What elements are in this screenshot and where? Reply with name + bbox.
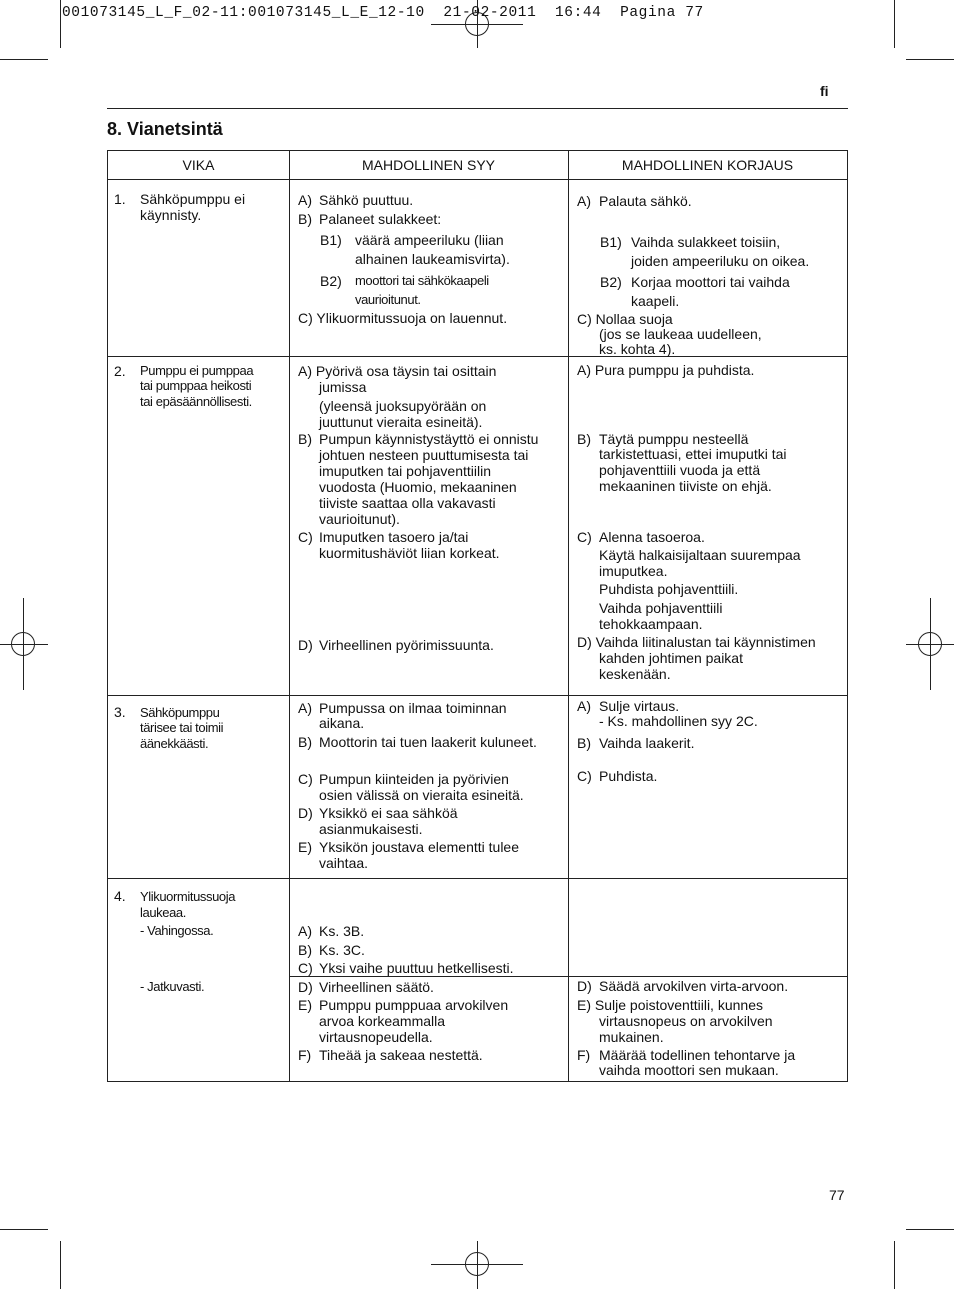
crop-mark (60, 0, 61, 48)
fault-number: 4. (114, 888, 126, 904)
cause-text: Pumppu pumppuaa arvokilven (319, 997, 509, 1013)
fix-text: Vaihda sulakkeet toisiin, (631, 234, 781, 250)
cause-label: B1) (320, 232, 342, 248)
fault-text: Ylikuormitussuoja (140, 889, 236, 904)
fix-text: pohjaventtiili vuoda ja että (599, 462, 761, 478)
fix-label: D) (577, 978, 592, 994)
fix-text: kaapeli. (631, 293, 680, 309)
cause-text: aikana. (319, 715, 365, 731)
cause-text: väärä ampeeriluku (liian (355, 232, 504, 248)
crop-mark (0, 59, 48, 60)
crop-mark (906, 1229, 954, 1230)
cause-label: B) (298, 211, 312, 227)
fault-number: 2. (114, 363, 126, 379)
cause-text: Sähkö puuttuu. (319, 192, 414, 208)
fix-text: Vaihda laakerit. (599, 735, 695, 751)
cause-text: vuodosta (Huomio, mekaaninen (319, 479, 517, 495)
cause-text: juuttunut vieraita esineitä). (319, 414, 483, 430)
cause-label: A) (298, 923, 312, 939)
cause-text: (yleensä juoksupyörään on (319, 398, 487, 414)
crop-mark (906, 59, 954, 60)
cause-text: Yksikön joustava elementti tulee (319, 839, 519, 855)
cause-text: moottori tai sähkökaapeli (355, 273, 489, 288)
row-divider (108, 356, 847, 357)
cause-text: Yksikkö ei saa sähköä (319, 805, 458, 821)
row-divider (108, 878, 847, 879)
cause-text: alhainen laukeamisvirta). (355, 251, 510, 267)
cause-text: C) Ylikuormitussuoja on lauennut. (298, 310, 508, 326)
fix-label: B) (577, 431, 591, 447)
fix-label: C) (577, 529, 592, 545)
cause-text: johtuen nesteen puuttumisesta tai (319, 447, 529, 463)
cause-text: Pumpussa on ilmaa toiminnan (319, 700, 507, 716)
cause-text: Pumpun käynnistystäyttö ei onnistu (319, 431, 539, 447)
cause-text: Yksi vaihe puuttuu hetkellisesti. (319, 960, 514, 976)
fix-text: - Ks. mahdollinen syy 2C. (599, 713, 758, 729)
registration-circle-icon (465, 1252, 489, 1276)
fix-text: C) Nollaa suoja (577, 311, 673, 327)
fix-text: mukainen. (599, 1029, 664, 1045)
cause-text: vaihtaa. (319, 855, 369, 871)
crop-mark (60, 1241, 61, 1289)
cause-text: vaurioitunut. (355, 292, 421, 307)
fault-text: käynnisty. (140, 207, 202, 223)
fix-text: Korjaa moottori tai vaihda (631, 274, 790, 290)
column-divider (568, 151, 569, 1081)
header-fault: VIKA (182, 157, 215, 173)
fix-label: B1) (600, 234, 622, 250)
crop-mark (0, 1229, 48, 1230)
cause-text: Ks. 3B. (319, 923, 365, 939)
fix-label: F) (577, 1047, 591, 1063)
cause-text: tiiviste saattaa olla vakavasti (319, 495, 496, 511)
cause-label: F) (298, 1047, 312, 1063)
sub-row-divider (289, 976, 847, 977)
fault-number: 3. (114, 704, 126, 720)
cause-label: A) (298, 700, 312, 716)
cause-text: arvoa korkeammalla (319, 1013, 446, 1029)
cause-label: E) (298, 997, 312, 1013)
fix-text: virtausnopeus on arvokilven (599, 1013, 773, 1029)
fix-text: A) Pura pumppu ja puhdista. (577, 362, 755, 378)
language-code: fi (820, 83, 829, 99)
fix-text: Säädä arvokilven virta-arvoon. (599, 978, 789, 994)
cause-text: vaurioitunut). (319, 511, 400, 527)
fix-text: tarkistettuasi, ettei imuputki tai (599, 446, 787, 462)
fix-text: Puhdista. (599, 768, 658, 784)
fix-text: Käytä halkaisijaltaan suurempaa (599, 547, 801, 563)
fault-text: Sähköpumppu ei (140, 191, 246, 207)
cause-label: A) (298, 192, 312, 208)
header-cause: MAHDOLLINEN SYY (361, 157, 496, 173)
fault-text: Sähköpumppu (140, 705, 220, 720)
cause-label: C) (298, 960, 313, 976)
cause-text: Palaneet sulakkeet: (319, 211, 442, 227)
cause-text: osien välissä on vieraita esineitä. (319, 787, 524, 803)
row-divider (108, 695, 847, 696)
fix-text: imuputkea. (599, 563, 668, 579)
fix-text: Sulje virtaus. (599, 698, 680, 714)
cause-text: kuormitushäviöt liian korkeat. (319, 545, 500, 561)
fix-text: Vaihda pohjaventtiili (599, 600, 723, 616)
crop-mark (894, 1241, 895, 1289)
header-fix: MAHDOLLINEN KORJAUS (621, 157, 794, 173)
fix-text: tehokkaampaan. (599, 616, 703, 632)
cause-label: D) (298, 979, 313, 995)
fault-text: - Jatkuvasti. (140, 979, 205, 994)
fix-text: Täytä pumppu nesteellä (599, 431, 749, 447)
fix-text: ks. kohta 4). (599, 341, 676, 357)
fix-text: Alenna tasoeroa. (599, 529, 705, 545)
header-divider (108, 179, 847, 180)
registration-circle-icon (11, 632, 35, 656)
troubleshooting-table (107, 150, 848, 1082)
fault-text: äänekkäästi. (140, 736, 209, 751)
fix-text: kahden johtimen paikat (599, 650, 743, 666)
fault-text: - Vahingossa. (140, 923, 214, 938)
fix-text: Palauta sähkö. (599, 193, 692, 209)
cause-label: B) (298, 734, 312, 750)
cause-text: Imuputken tasoero ja/tai (319, 529, 469, 545)
cause-text: Moottorin tai tuen laakerit kuluneet. (319, 734, 537, 750)
header-rule (107, 108, 848, 109)
cause-label: C) (298, 771, 313, 787)
fault-text: tai pumppaa heikosti (140, 378, 252, 393)
cause-label: B) (298, 942, 312, 958)
fix-text: keskenään. (599, 666, 671, 682)
fix-text: (jos se laukeaa uudelleen, (599, 326, 762, 342)
fix-text: vaihda moottori sen mukaan. (599, 1062, 779, 1078)
fix-text: mekaaninen tiiviste on ehjä. (599, 478, 772, 494)
fault-text: tärisee tai toimii (140, 720, 224, 735)
crop-mark (894, 0, 895, 48)
section-title: 8. Vianetsintä (107, 119, 223, 139)
fix-label: A) (577, 698, 591, 714)
cause-label: B2) (320, 273, 342, 289)
fix-label: B) (577, 735, 591, 751)
fix-text: Puhdista pohjaventtiili. (599, 581, 739, 597)
cause-text: Ks. 3C. (319, 942, 365, 958)
fix-text: D) Vaihda liitinalustan tai käynnistimen (577, 634, 816, 650)
cause-text: imuputken tai pohjaventtiilin (319, 463, 491, 479)
cause-label: D) (298, 637, 313, 653)
fault-number: 1. (114, 191, 126, 207)
cause-label: B) (298, 431, 312, 447)
registration-circle-icon (918, 632, 942, 656)
fix-label: A) (577, 193, 591, 209)
cause-text: Virheellinen pyörimissuunta. (319, 637, 494, 653)
fault-text: tai epäsäännöllisesti. (140, 394, 252, 409)
fix-text: joiden ampeeriluku on oikea. (631, 253, 810, 269)
cause-label: E) (298, 839, 312, 855)
fault-text: laukeaa. (140, 905, 186, 920)
cause-text: Tiheää ja sakeaa nestettä. (319, 1047, 483, 1063)
print-header: 001073145_L_F_02-11:001073145_L_E_12-10 21-02-2011 16:44 Pagina 77 (62, 5, 704, 21)
cause-text: virtausnopeudella. (319, 1029, 433, 1045)
cause-label: C) (298, 529, 313, 545)
column-divider (289, 151, 290, 1081)
fix-text: Määrää todellinen tehontarve ja (599, 1047, 796, 1063)
fault-text: Pumppu ei pumppaa (140, 363, 254, 378)
cause-text: Pumpun kiinteiden ja pyörivien (319, 771, 509, 787)
fix-label: C) (577, 768, 592, 784)
fix-label: B2) (600, 274, 622, 290)
cause-label: D) (298, 805, 313, 821)
cause-text: asianmukaisesti. (319, 821, 423, 837)
fix-text: E) Sulje poistoventtiili, kunnes (577, 997, 763, 1013)
page-number: 77 (829, 1187, 845, 1203)
cause-text: A) Pyörivä osa täysin tai osittain (298, 363, 497, 379)
cause-text: Virheellinen säätö. (319, 979, 434, 995)
cause-text: jumissa (319, 379, 367, 395)
